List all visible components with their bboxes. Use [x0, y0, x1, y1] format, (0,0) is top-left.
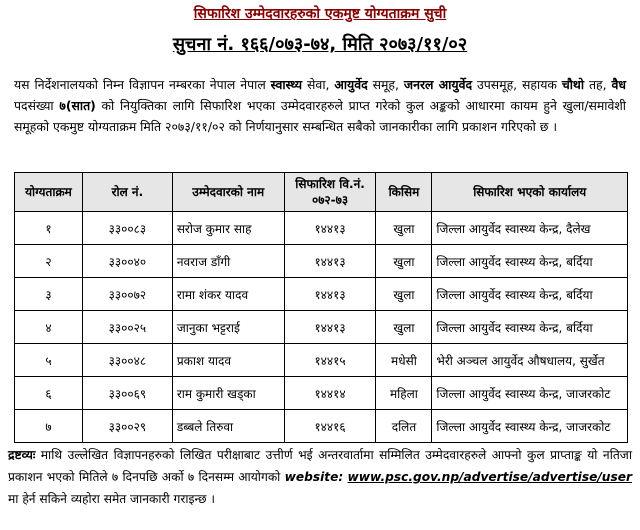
cell-type: मधेसी — [376, 344, 432, 377]
footnote-label: द्रष्टव्यः — [8, 448, 36, 462]
cell-advertisement: १४४१३ — [284, 278, 376, 311]
header-advertisement: सिफारिश वि.नं. ०७२-७३ — [284, 173, 376, 212]
cell-office: जिल्ला आयुर्वेद स्वास्थ्य केन्द्र, जाजरकोट — [432, 377, 628, 410]
website-link[interactable]: www.psc.gov.np/advertise/advertise/user — [347, 470, 632, 484]
cell-office: भेरी अञ्चल आयुर्वेद औषधालय, सुर्खेत — [432, 344, 628, 377]
table-row — [15, 410, 628, 443]
table-row — [15, 278, 628, 311]
cell-roll: ३३००२९ — [82, 410, 172, 443]
website-label: website: — [284, 470, 344, 484]
footnote: द्रष्टव्यः माथि उल्लेखित विज्ञापनहरुको लिखित परीक्षाबाट उत्तीर्ण भई अन्तरवार्तामा सम्मिलित उम्मेदवारहरुले आफ्नो कुल प्राप्ताङ्क यो नतिजा प्रकाशन भएको मितिले ७ दिनपछि अर्को ७ दिनसम्म आयोगको website: www.psc.gov.np/advertise/advertise/user मा हेर्न सकिने व्यहोरा समेत जानकारी गराइन्छ । — [8, 448, 632, 506]
cell-rank: ४ — [15, 311, 83, 344]
cell-rank: ५ — [15, 344, 83, 377]
cell-type: दलित — [376, 410, 432, 443]
table-row — [15, 344, 628, 377]
cell-advertisement: १४४१३ — [284, 311, 376, 344]
cell-type: खुला — [376, 212, 432, 245]
cell-office: जिल्ला आयुर्वेद स्वास्थ्य केन्द्र, बर्दिया — [432, 311, 628, 344]
table-header-row — [15, 173, 628, 212]
cell-rank: ७ — [15, 410, 83, 443]
cell-office: जिल्ला आयुर्वेद स्वास्थ्य केन्द्र, बर्दिया — [432, 278, 628, 311]
cell-roll: ३३००४८ — [82, 344, 172, 377]
cell-name: रामा शंकर यादव — [172, 278, 284, 311]
header-type: किसिम — [376, 173, 432, 212]
cell-advertisement: १४४१३ — [284, 212, 376, 245]
cell-rank: ६ — [15, 377, 83, 410]
cell-advertisement: १४४१३ — [284, 245, 376, 278]
cell-office: जिल्ला आयुर्वेद स्वास्थ्य केन्द्र, जाजरकोट — [432, 410, 628, 443]
cell-name: राम कुमारी खड्का — [172, 377, 284, 410]
cell-type: खुला — [376, 278, 432, 311]
cell-rank: ३ — [15, 278, 83, 311]
header-name: उम्मेदवारको नाम — [172, 173, 284, 212]
cell-roll: ३३००८३ — [82, 212, 172, 245]
cell-advertisement: १४४१५ — [284, 344, 376, 377]
cell-type: खुला — [376, 245, 432, 278]
cell-rank: १ — [15, 212, 83, 245]
cell-advertisement: १४४१४ — [284, 377, 376, 410]
cell-roll: ३३००६९ — [82, 377, 172, 410]
cell-rank: २ — [15, 245, 83, 278]
cell-roll: ३३००२५ — [82, 311, 172, 344]
document-title: सिफारिश उम्मेदवारहरुको एकमुष्ट योग्यताक्रम सुची — [193, 6, 447, 22]
notice-number: सुचना नं. १६६/०७३-७४, मिति २०७३/११/०२ — [172, 34, 468, 55]
cell-name: प्रकाश यादव — [172, 344, 284, 377]
cell-roll: ३३००७२ — [82, 278, 172, 311]
cell-name: जानुका भट्टराई — [172, 311, 284, 344]
cell-type: महिला — [376, 377, 432, 410]
table-row — [15, 377, 628, 410]
table-row — [15, 311, 628, 344]
cell-type: खुला — [376, 311, 432, 344]
cell-name: सरोज कुमार साह — [172, 212, 284, 245]
cell-name: डब्बले तिरुवा — [172, 410, 284, 443]
cell-office: जिल्ला आयुर्वेद स्वास्थ्य केन्द्र, बर्दिया — [432, 245, 628, 278]
intro-paragraph: यस निर्देशनालयको निम्न विज्ञापन नम्बरका नेपाल नेपाल स्वास्थ्य सेवा, आयुर्वेद समूह, जनरल आयुर्वेद उपसमूह, सहायक चौथो तह, वैध पदसंख्या ७(सात) को नियुक्तिका लागि सिफारिश भएका उम्मेदवारहरुले प्राप्त गरेको कुल अङ्कको आधारमा कायम हुने खुला/समावेशी समूहको एकमुष्ट योग्यताक्रम मिति २०७३/११/०२ को निर्णयानुसार सम्बन्धित सबैको जानकारीका लागि प्रकाशन गरिएको छ । — [14, 77, 627, 134]
cell-roll: ३३००४० — [82, 245, 172, 278]
results-table — [14, 172, 628, 443]
header-roll: रोल नं. — [82, 173, 172, 212]
header-office: सिफारिश भएको कार्यालय — [432, 173, 628, 212]
table-row — [15, 212, 628, 245]
table-row — [15, 245, 628, 278]
cell-advertisement: १४४१६ — [284, 410, 376, 443]
cell-name: नवराज डाँगी — [172, 245, 284, 278]
cell-office: जिल्ला आयुर्वेद स्वास्थ्य केन्द्र, दैलेख — [432, 212, 628, 245]
header-rank: योग्यताक्रम — [15, 173, 83, 212]
